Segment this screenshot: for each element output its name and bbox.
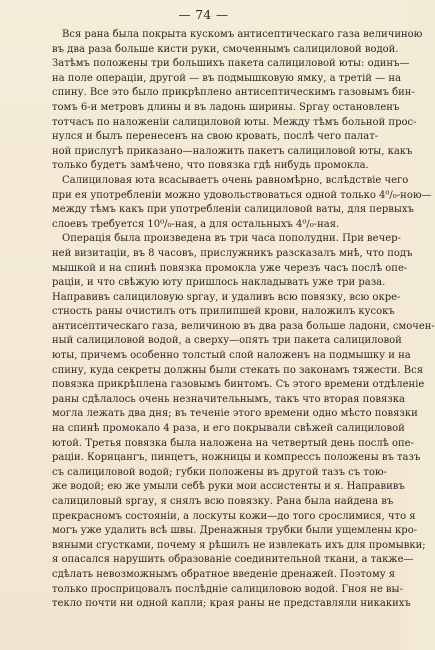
text-line: на спинѣ промокало 4 раза, и его покрывали свѣжей салициловой	[52, 423, 405, 435]
text-line: между тѣмъ какъ при употребленіи салициловой ваты, для первыхъ	[52, 204, 414, 216]
text-line: я опасался нарушить образованіе соединительной ткани, а также—	[52, 554, 414, 566]
text-line: текло почти ни одной капли; края раны не представляли никакихъ	[52, 598, 411, 610]
text-line: только будетъ замѣчено, что повязка гдѣ нибудь промокла.	[52, 160, 369, 172]
text-line: могъ уже удалить всѣ швы. Дренажныя трубки были ущемлены кро-	[52, 525, 418, 537]
text-line: съ салициловой водой; губки положены въ другой тазъ съ тою-	[52, 466, 387, 478]
body-text	[52, 28, 435, 612]
text-line: ный салициловой водой, а сверху—опять три пакета салициловой	[52, 335, 402, 347]
text-line: нулся и былъ перенесенъ на свою кровать, послѣ чего палат-	[52, 131, 379, 143]
text-line: салициловый sргау, я снялъ всю повязку. Рана была найдена въ	[52, 496, 394, 507]
text-line: вяными сгустками, почему я рѣшилъ не извлекать ихъ для промывки;	[52, 539, 426, 551]
text-line: прекрасномъ состояніи, а лоскуты кожи—до того срослимися, что я	[52, 510, 416, 522]
text-line: раны сдѣлалось очень незначительнымъ, такъ что вторая повязка	[52, 393, 405, 405]
text-line: только просприцовалъ послѣдніе салициловою водой. Гноя не вы-	[52, 583, 403, 595]
text-line: слоевъ требуется 10⁰/₀-ная, а для остальныхъ 4⁰/₀-ная.	[52, 218, 340, 230]
text-line: Затѣмъ положены три большихъ пакета салициловой юты: одинъ—	[52, 58, 410, 70]
text-line: Операція была произведена въ три часа пополудни. При вечер-	[62, 233, 401, 245]
text-line: могла лежать два дня; въ теченіе этого времени одно мѣсто повязки	[52, 408, 418, 420]
text-line: антисептическаго газа, величиною въ два раза больше ладони, смочен-	[52, 320, 435, 332]
text-line: спину. Все это было прикрѣплено антисептическимъ газовымъ бин-	[52, 87, 415, 99]
text-line: раціи. Корнцангъ, пинцетъ, ножницы и компрессъ положены въ тазъ	[52, 452, 421, 464]
text-line: юты, причемъ особенно толстый слой наложенъ на подмышку и на	[52, 350, 411, 362]
text-line: томъ 6-и метровъ длины и въ ладонь ширины. Sргау остановленъ	[52, 101, 400, 113]
text-line: ютой. Третья повязка была наложена на четвертый день послѣ опе-	[52, 437, 414, 449]
text-line: ней визитаціи, въ 8 часовъ, прислужникъ разсказалъ мнѣ, что подъ	[52, 247, 413, 259]
text-line: повязка прикрѣплена газовымъ бинтомъ. Съ этого времени отдѣленіе	[52, 379, 425, 391]
text-line: въ два раза больше кисти руки, смоченнымъ салициловой водой.	[52, 43, 399, 55]
text-line: мышкой и на спинѣ повязка промокла уже черезъ часъ послѣ опе-	[52, 262, 408, 274]
text-line: же водой; ею же умыли себѣ руки мои ассистенты и я. Направивъ	[52, 481, 405, 493]
page-number: — 74 —	[178, 8, 229, 22]
text-line: при ея употребленіи можно удовольствоваться одной только 4⁰/₀-ною—	[52, 189, 432, 201]
text-line: Вся рана была покрыта кускомъ антисептическаго газа величиною	[62, 29, 423, 40]
text-line: Салициловая юта всасываетъ очень равномѣрно, вслѣдствіе чего	[62, 174, 409, 186]
text-line: Направивъ салициловую sргау, и удаливъ всю повязку, всю окре-	[52, 291, 401, 303]
text-line: тотчасъ по наложеніи салициловой юты. Между тѣмъ больной прос-	[52, 116, 417, 128]
text-line: стность раны очистилъ отъ прилипшей крови, наложилъ кусокъ	[52, 306, 395, 318]
text-line: раціи, и что свѣжую юту пришлось накладывать уже три раза.	[52, 277, 386, 289]
text-line: спину, куда секреты должны были стекать по законамъ тяжести. Вся	[52, 364, 424, 376]
text-line: ной прислугѣ приказано—наложить пакетъ салициловой юты, какъ	[52, 145, 413, 157]
text-line: сдѣлать невозможнымъ обратное введеніе дренажей. Поэтому я	[52, 568, 396, 580]
text-line: на поле операціи, другой — въ подмышковую ямку, а третій — на	[52, 72, 401, 84]
